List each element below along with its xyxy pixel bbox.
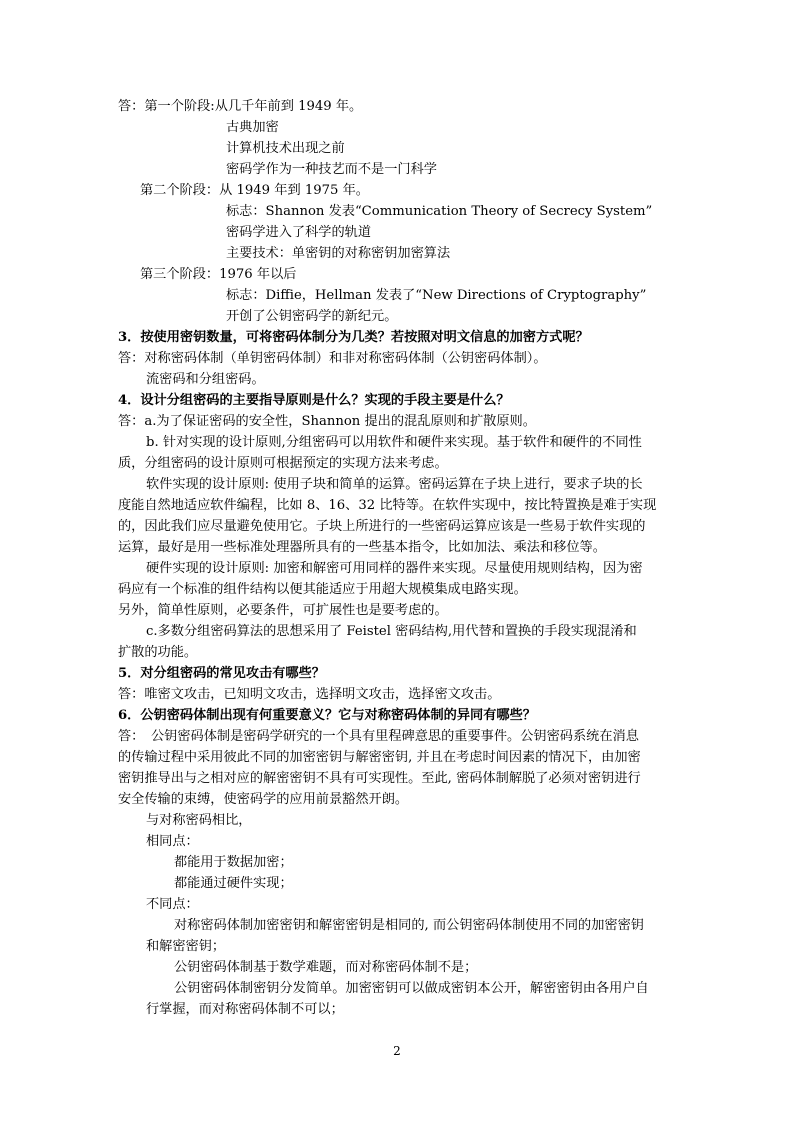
text-line: 和解密密钥； <box>146 939 226 954</box>
text-line: 公钥密码体制密钥分发简单。加密密钥可以做成密钥本公开，解密密钥由各用户自 <box>174 981 649 996</box>
text-line: 答：a.为了保证密码的安全性，Shannon 提出的混乱原则和扩散原则。 <box>118 414 536 429</box>
text-line: 另外，简单性原则，必要条件，可扩展性也是要考虑的。 <box>118 603 448 618</box>
text-line: 扩散的功能。 <box>118 645 198 660</box>
question-heading: 3．按使用密钥数量，可将密码体制分为几类？若按照对明文信息的加密方式呢？ <box>118 330 589 345</box>
text-line: 码应有一个标准的组件结构以便其能适应于用超大规模集成电路实现。 <box>118 582 527 597</box>
text-line: 第三个阶段：1976 年以后 <box>140 267 297 282</box>
text-line: 主要技术：单密钥的对称密钥加密算法 <box>226 246 451 261</box>
text-line: 计算机技术出现之前 <box>226 141 345 156</box>
text-line: 密钥推导出与之相对应的解密密钥不具有可实现性。至此, 密码体制解脱了必须对密钥进行 <box>118 771 641 786</box>
text-line: c.多数分组密码算法的思想采用了 Feistel 密码结构,用代替和置换的手段实现混淆和 <box>146 624 637 639</box>
text-line: 密码学进入了科学的轨道 <box>226 225 372 240</box>
text-line: 的传输过程中采用彼此不同的加密密钥与解密密钥, 并且在考虑时间因素的情况下，由加密 <box>118 750 641 765</box>
text-line: 答：唯密文攻击，已知明文攻击，选择明文攻击，选择密文攻击。 <box>118 687 501 702</box>
text-line: 硬件实现的设计原则: 加密和解密可用同样的器件来实现。尽量使用规则结构，因为密 <box>146 561 643 576</box>
text-line: 行掌握，而对称密码体制不可以； <box>146 1002 344 1017</box>
question-heading: 5．对分组密码的常见攻击有哪些？ <box>118 666 325 681</box>
text-line: 安全传输的束缚，使密码学的应用前景豁然开朗。 <box>118 792 409 807</box>
text-line: 密码学作为一种技艺而不是一门科学 <box>226 162 437 177</box>
text-line: 公钥密码体制基于数学难题，而对称密码体制不是； <box>174 960 478 975</box>
text-line: 流密码和分组密码。 <box>146 372 265 387</box>
text-line: 相同点： <box>146 834 199 849</box>
text-line: 答：对称密码体制（单钥密码体制）和非对称密码体制（公钥密码体制）。 <box>118 351 547 366</box>
text-line: 开创了公钥密码学的新纪元。 <box>226 309 398 324</box>
text-line: 度能自然地适应软件编程，比如 8、16、32 比特等。在软件实现中，按比特置换是难于实现 <box>118 498 657 513</box>
text-line: 的，因此我们应尽量避免使用它。子块上所进行的一些密码运算应该是一些易于软件实现的 <box>118 519 646 534</box>
page-number: 2 <box>393 1044 401 1058</box>
text-line: 与对称密码相比， <box>146 813 252 828</box>
text-line: 软件实现的设计原则: 使用子块和简单的运算。密码运算在子块上进行，要求子块的长 <box>146 477 643 492</box>
question-heading: 4．设计分组密码的主要指导原则是什么？实现的手段主要是什么？ <box>118 393 510 408</box>
question-heading: 6．公钥密码体制出现有何重要意义？它与对称密码体制的异同有哪些？ <box>118 708 536 723</box>
text-line: 答：第一个阶段:从几千年前到 1949 年。 <box>118 99 363 114</box>
text-line: b. 针对实现的设计原则,分组密码可以用软件和硬件来实现。基于软件和硬件的不同性 <box>146 435 642 450</box>
text-line: 标志：Diffie，Hellman 发表了“New Directions of Cryptography” <box>226 288 647 303</box>
text-line: 古典加密 <box>226 120 279 135</box>
text-line: 答： 公钥密码体制是密码学研究的一个具有里程碑意思的重要事件。公钥密码系统在消息 <box>118 729 639 744</box>
text-line: 第二个阶段：从 1949 年到 1975 年。 <box>140 183 369 198</box>
text-line: 标志：Shannon 发表“Communication Theory of Secrecy System” <box>226 204 653 219</box>
text-line: 运算，最好是用一些标准处理器所具有的一些基本指令，比如加法、乘法和移位等。 <box>118 540 606 555</box>
text-line: 都能用于数据加密； <box>174 855 293 870</box>
text-line: 都能通过硬件实现； <box>174 876 293 891</box>
text-line: 质，分组密码的设计原则可根据预定的实现方法来考虑。 <box>118 456 448 471</box>
text-line: 不同点： <box>146 897 199 912</box>
text-line: 对称密码体制加密密钥和解密密钥是相同的, 而公钥密码体制使用不同的加密密钥 <box>174 918 644 933</box>
